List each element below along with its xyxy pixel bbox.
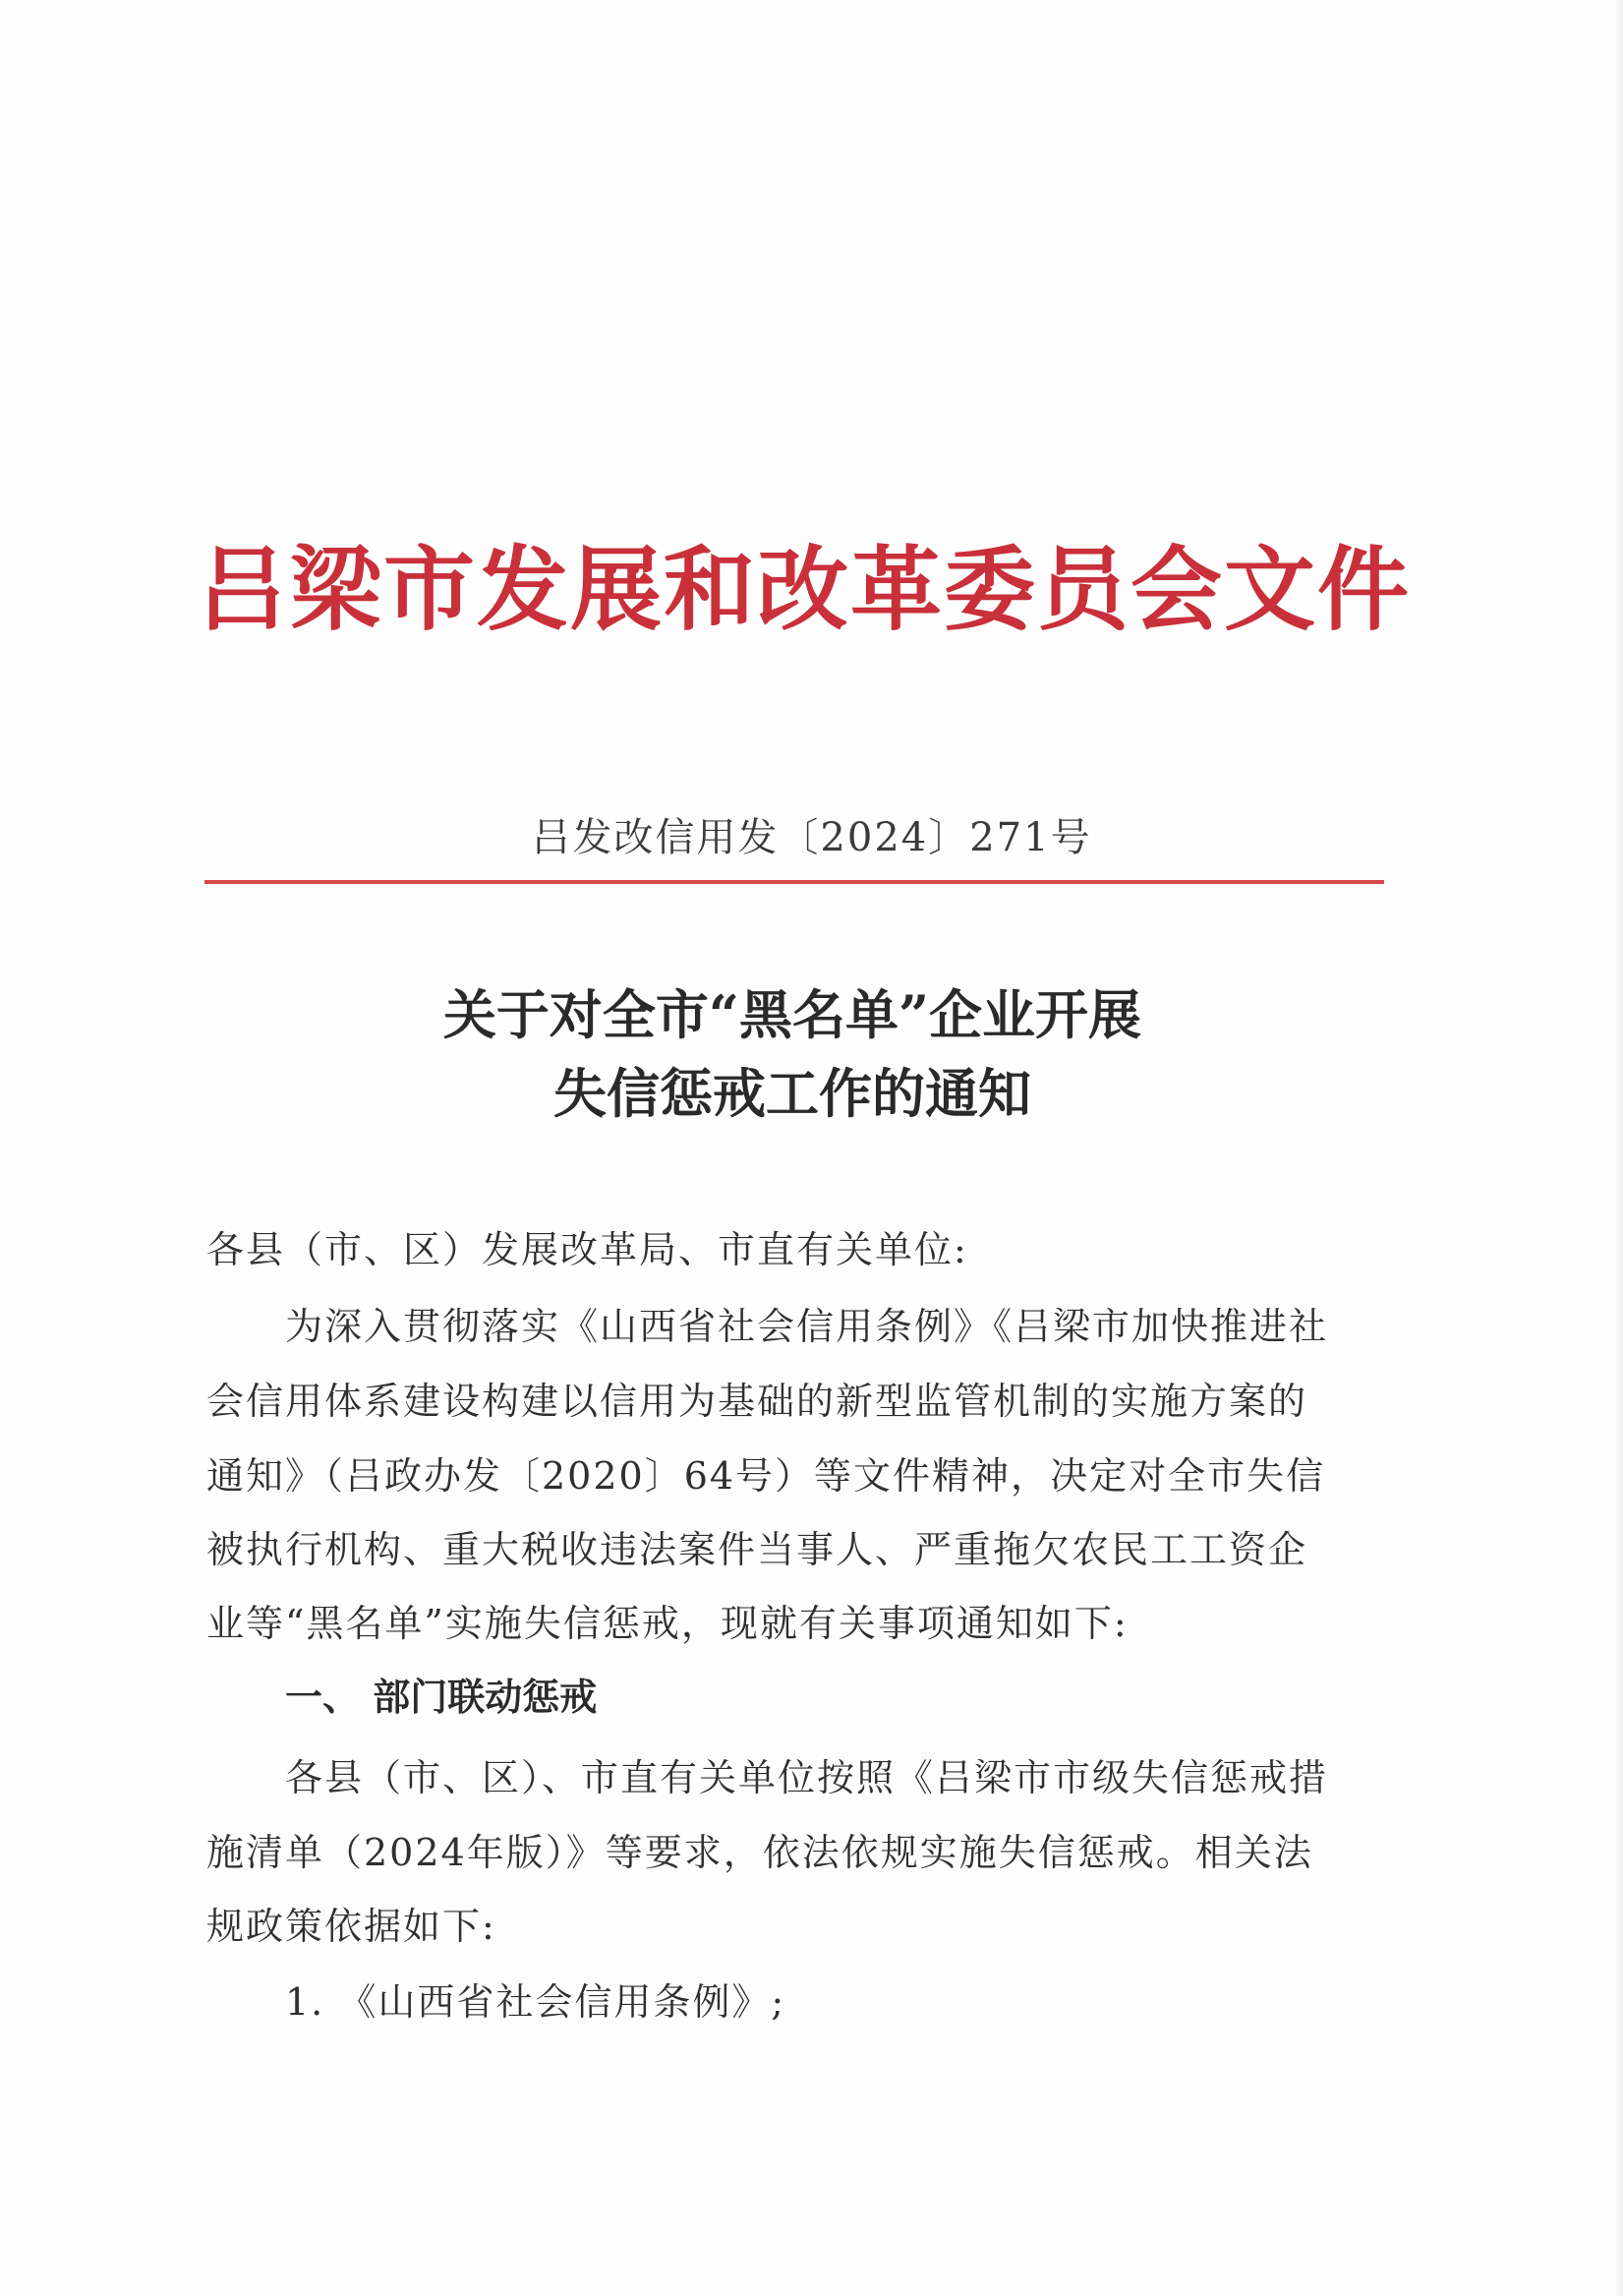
section-heading-1: 一、 部门联动惩戒 (285, 1676, 598, 1719)
addressee: 各县（市、区）发展改革局、市直有关单位: (206, 1228, 968, 1271)
paragraph-2-line-1: 各县（市、区）、市直有关单位按照《吕梁市市级失信惩戒措 (285, 1756, 1329, 1799)
notice-title-line-1: 关于对全市“黑名单”企业开展 (442, 983, 1142, 1046)
paragraph-1-line-2: 会信用体系建设构建以信用为基础的新型监管机制的实施方案的 (206, 1380, 1308, 1423)
paragraph-1-line-1: 为深入贯彻落实《山西省社会信用条例》《吕梁市加快推进社 (285, 1305, 1329, 1348)
org-header-title: 吕梁市发展和改革委员会文件 (197, 536, 1411, 643)
paragraph-1-line-5: 业等“黑名单”实施失信惩戒，现就有关事项通知如下: (206, 1602, 1129, 1645)
document-number: 吕发改信用发〔2024〕271号 (531, 815, 1092, 860)
scan-edge-shadow (1613, 0, 1623, 2296)
paragraph-2-line-2: 施清单（2024年版）》等要求，依法依规实施失信惩戒。相关法 (206, 1831, 1313, 1874)
list-item: 1. 《山西省社会信用条例》; (285, 1980, 786, 2024)
red-divider-line (204, 880, 1384, 884)
paragraph-1-line-3: 通知》（吕政办发〔2020〕64号）等文件精神，决定对全市失信 (206, 1454, 1326, 1498)
paragraph-1-line-4: 被执行机构、重大税收违法案件当事人、严重拖欠农民工工资企 (206, 1528, 1308, 1571)
notice-title-line-2: 失信惩戒工作的通知 (553, 1062, 1031, 1125)
paragraph-2-line-3: 规政策依据如下: (206, 1905, 496, 1948)
